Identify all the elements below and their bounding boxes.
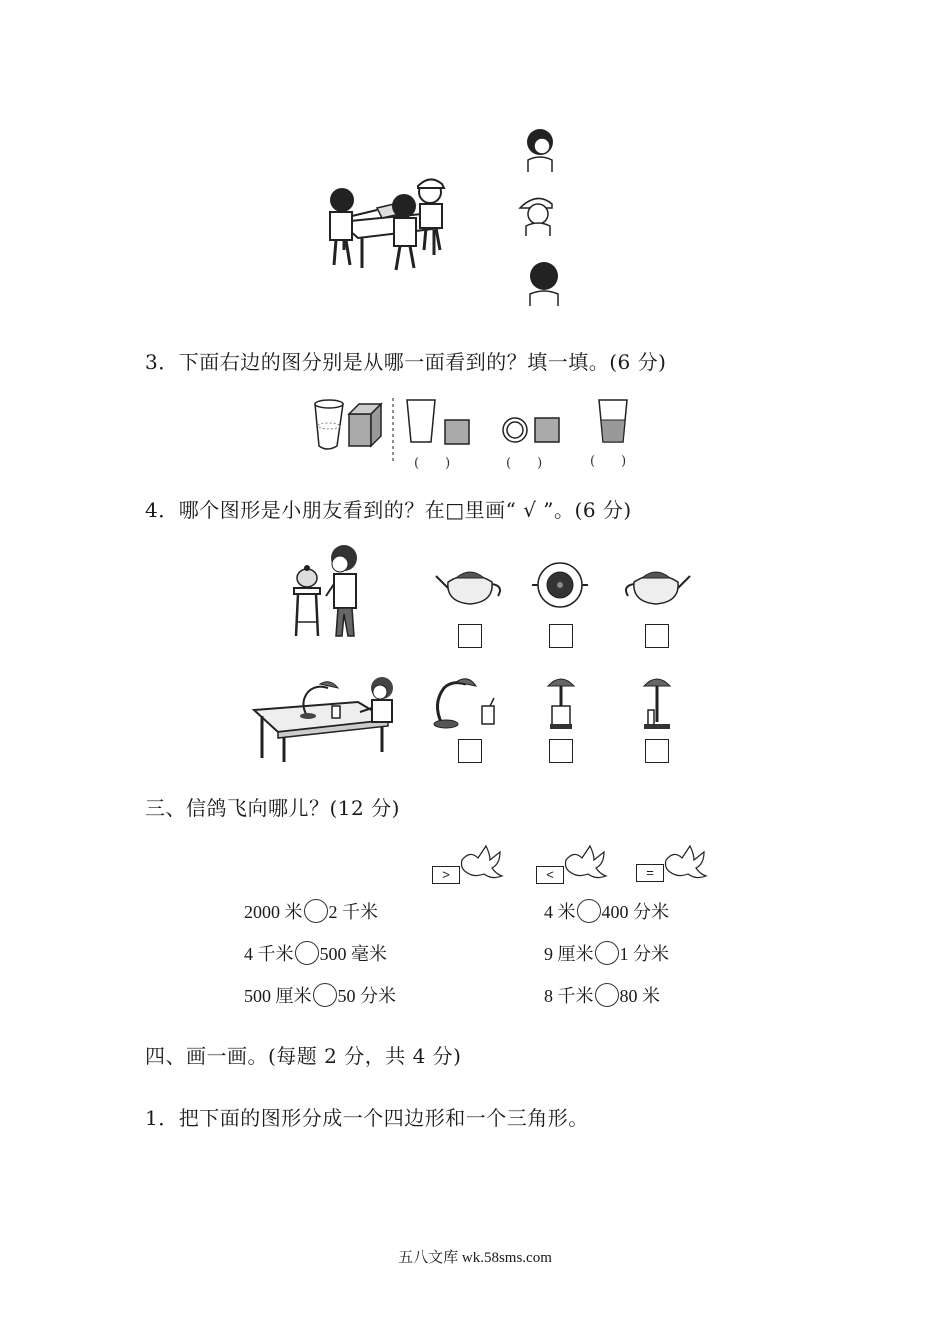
footer-watermark: 五八文库 wk.58sms.com <box>398 1250 552 1266</box>
question-3-title: 3．下面右边的图分别是从哪一面看到的？填一填。(6 分) <box>145 350 667 374</box>
compare-row-right-1 <box>544 898 669 924</box>
cube-icon <box>349 404 381 446</box>
compare-row-left-3 <box>244 982 396 1008</box>
teapot-side-view-option <box>434 562 506 606</box>
compare-blank-circle[interactable] <box>595 983 619 1007</box>
lamp-checkbox-1[interactable] <box>458 739 482 763</box>
child-at-desk-with-lamp-illustration <box>248 672 404 764</box>
teapot-checkbox-2[interactable] <box>549 624 573 648</box>
answer-blank-1[interactable]: ( ) <box>414 456 451 471</box>
compare-right-value: 80 米 <box>619 986 660 1006</box>
compare-left-value: 500 厘米 <box>244 986 312 1006</box>
compare-left-value: 2000 米 <box>244 902 303 922</box>
section-3-title: 三、信鸽飞向哪儿？(12 分) <box>145 796 400 820</box>
view-1-front <box>407 400 469 444</box>
sign-card: = <box>636 864 664 882</box>
compare-blank-circle[interactable] <box>304 899 328 923</box>
lamp-side-view-option <box>430 674 502 730</box>
compare-row-right-2 <box>544 940 669 966</box>
compare-blank-circle[interactable] <box>295 941 319 965</box>
compare-left-value: 8 千米 <box>544 986 594 1006</box>
compare-left-value: 4 米 <box>544 902 576 922</box>
teapot-checkbox-3[interactable] <box>645 624 669 648</box>
section-4-question-1: 1．把下面的图形分成一个四边形和一个三角形。 <box>145 1106 589 1130</box>
dove-less-than <box>536 844 608 886</box>
sign-card: < <box>536 866 564 884</box>
compare-right-value: 500 毫米 <box>319 944 387 964</box>
glass-icon <box>315 400 343 449</box>
compare-row-left-1 <box>244 898 378 924</box>
compare-right-value: 50 分米 <box>337 986 396 1006</box>
view-3-side <box>599 400 627 442</box>
compare-row-left-2 <box>244 940 387 966</box>
lamp-opposite-view-option <box>640 672 674 732</box>
dove-icon <box>456 844 504 884</box>
dove-equal <box>636 844 708 886</box>
compare-left-value: 9 厘米 <box>544 944 594 964</box>
view-2-top <box>503 418 559 442</box>
dove-icon <box>560 844 608 884</box>
section-4-title: 四、画一画。(每题 2 分，共 4 分) <box>145 1044 462 1068</box>
teapot-top-view-option <box>528 560 592 610</box>
question-4-title: 4．哪个图形是小朋友看到的？在□里画“ √ ”。(6 分) <box>145 498 632 522</box>
head-view-3 <box>526 258 562 308</box>
dove-greater-than <box>432 844 504 886</box>
sign-card: > <box>432 866 460 884</box>
compare-blank-circle[interactable] <box>313 983 337 1007</box>
compare-left-value: 4 千米 <box>244 944 294 964</box>
answer-blank-3[interactable]: ( ) <box>590 454 627 469</box>
lamp-front-view-option <box>544 672 578 732</box>
answer-blank-2[interactable]: ( ) <box>506 456 543 471</box>
dove-icon <box>660 844 708 884</box>
children-at-table-illustration <box>322 170 457 275</box>
head-view-1 <box>522 126 558 174</box>
head-view-2 <box>518 192 558 238</box>
compare-right-value: 2 千米 <box>328 902 378 922</box>
child-viewing-teapot-illustration <box>286 544 370 640</box>
compare-blank-circle[interactable] <box>577 899 601 923</box>
compare-right-value: 400 分米 <box>601 902 669 922</box>
compare-blank-circle[interactable] <box>595 941 619 965</box>
compare-right-value: 1 分米 <box>619 944 669 964</box>
compare-row-right-3 <box>544 982 660 1008</box>
teapot-checkbox-1[interactable] <box>458 624 482 648</box>
teapot-other-side-option <box>620 562 692 606</box>
lamp-checkbox-2[interactable] <box>549 739 573 763</box>
lamp-checkbox-3[interactable] <box>645 739 669 763</box>
